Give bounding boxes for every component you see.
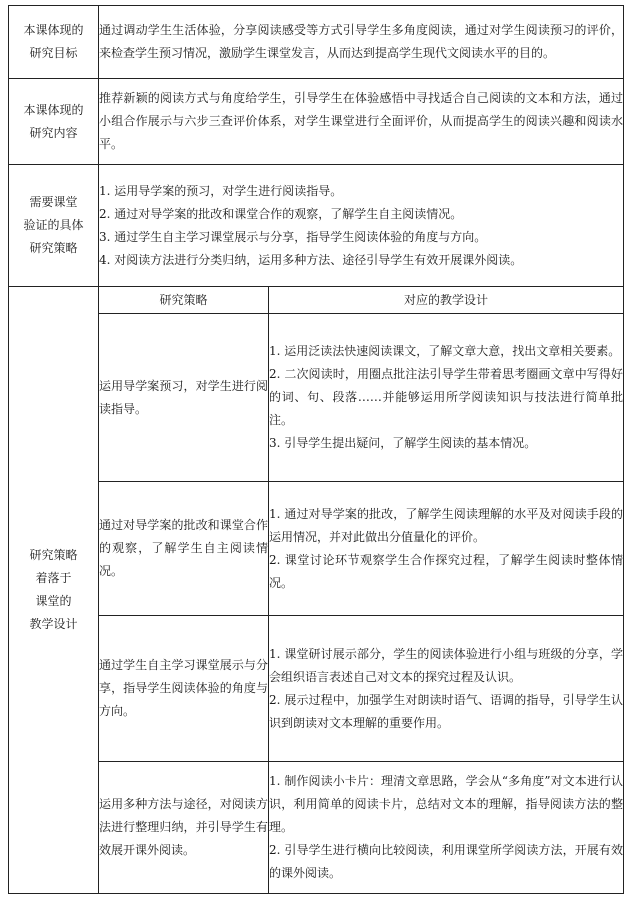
strategy-cell: 运用多种方法与途径，对阅读方法进行整理归纳，并引导学生有效展开课外阅读。 [99,762,269,894]
design-section-heading: 研究策略 着落于 课堂的 教学设计 [9,287,99,894]
strategy-cell: 运用导学案预习，对学生进行阅读指导。 [99,314,269,482]
design-cell: 1. 运用泛读法快速阅读课文，了解文章大意，找出文章相关要素。 2. 二次阅读时，用圈点批注法引导学生带着思考圈画文章中写得好的词、句、段落……并能够运用所学阅读知识与技法进行简单批注。 3. 引导学生提出疑问，了解学生阅读的基本情况。 [269,314,624,482]
list-item: 2. 通过对导学案的批改和课堂合作的观察，了解学生自主阅读情况。 [99,206,463,221]
table-row [9,482,624,616]
column-header-design: 对应的教学设计 [269,287,624,314]
row-heading-strategy: 需要课堂 验证的具体 研究策略 [9,165,99,287]
row-content-content: 推荐新颖的阅读方式与角度给学生，引导学生在体验感悟中寻找适合自己阅读的文本和方法，通过小组合作展示与六步三查评价体系，对学生课堂进行全面评价，从而提高学生的阅读兴趣和阅读水平。 [99,79,624,165]
row-research-content [9,79,624,165]
strategy-cell: 通过对导学案的批改和课堂合作的观察，了解学生自主阅读情况。 [99,482,269,616]
design-cell: 1. 课堂研讨展示部分，学生的阅读体验进行小组与班级的分享，学会组织语言表述自己对文本的探究过程及认识。 2. 展示过程中，加强学生对朗读时语气、语调的指导，引导学生认识到朗读对文本理解的重要作用。 [269,616,624,762]
row-content-goal: 通过调动学生生活体验，分享阅读感受等方式引导学生多角度阅读，通过对学生阅读预习的评价，来检查学生预习情况，激励学生课堂发言，从而达到提高学生现代文阅读水平的目的。 [99,6,624,79]
research-plan-table [8,5,624,894]
table-row [9,616,624,762]
strategy-cell: 通过学生自主学习课堂展示与分享，指导学生阅读体验的角度与方向。 [99,616,269,762]
design-cell: 1. 制作阅读小卡片：理清文章思路，学会从“多角度”对文本进行认识，利用简单的阅读卡片，总结对文本的理解，指导阅读方法的整理。 2. 引导学生进行横向比较阅读，利用课堂所学阅读方法，开展有效的课外阅读。 [269,762,624,894]
row-heading-content: 本课体现的 研究内容 [9,79,99,165]
list-item: 4. 对阅读方法进行分类归纳，运用多种方法、途径引导学生有效开展课外阅读。 [99,252,523,267]
strategy-list [99,165,624,287]
row-heading-goal: 本课体现的 研究目标 [9,6,99,79]
column-header-strategy: 研究策略 [99,287,269,314]
row-research-strategy [9,165,624,287]
list-item: 1. 运用导学案的预习，对学生进行阅读指导。 [99,183,343,198]
table-row [9,762,624,894]
design-cell: 1. 通过对导学案的批改，了解学生阅读理解的水平及对阅读手段的运用情况，并对此做出分值量化的评价。 2. 课堂讨论环节观察学生合作探究过程，了解学生阅读时整体情况。 [269,482,624,616]
row-research-goal [9,6,624,79]
table-row [9,314,624,482]
design-header-row [9,287,624,314]
list-item: 3. 通过学生自主学习课堂展示与分享，指导学生阅读体验的角度与方向。 [99,229,487,244]
